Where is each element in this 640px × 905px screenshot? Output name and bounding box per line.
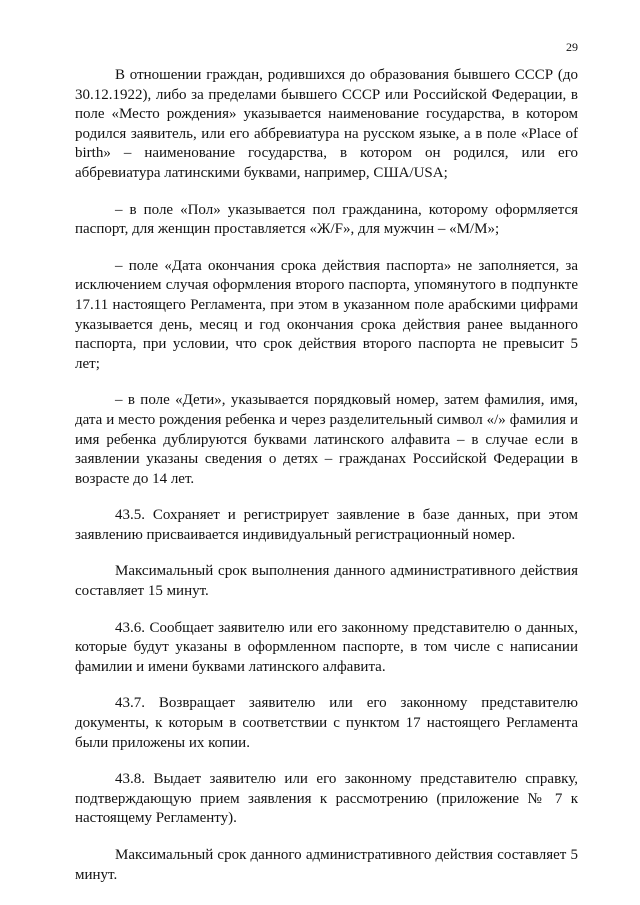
paragraph-place-of-birth: В отношении граждан, родившихся до образования бывшего СССР (до 30.12.1922), либо за пределами бывшего СССР или Российской Федерации, в поле «Место рождения» указывается наименование государства, в котором родился заявитель, или его аббревиатура на русском языке, а в поле «Place of birth» – наименование государства, в котором он родился, или его аббревиатура латинскими буквами, например, США/USA; (75, 67, 578, 181)
paragraph-time-limit-5: Максимальный срок данного административного действия составляет 5 минут. (75, 847, 578, 883)
paragraph-43-6: 43.6. Сообщает заявителю или его законному представителю о данных, которые будут указаны в оформленном паспорте, в том числе с написании фамилии и имени буквами латинского алфавита. (75, 619, 578, 675)
paragraph-children-field: – в поле «Дети», указывается порядковый номер, затем фамилия, имя, дата и место рождения ребенка и через разделительный символ «/» фамилия и имя ребенка дублируются буквами латинского алфавита – в случае если в заявлении указаны сведения о детях – гражданах Российской Федерации в возрасте до 14 лет. (75, 392, 578, 487)
paragraph-expiry-date-field: – поле «Дата окончания срока действия паспорта» не заполняется, за исключением случая оформления второго паспорта, упомянутого в подпункте 17.11 настоящего Регламента, при этом в указанном поле арабскими цифрами указывается день, месяц и год окончания срока действия ранее выданного паспорта, при условии, что срок действия второго паспорта не превысит 5 лет; (75, 257, 578, 372)
paragraph-43-7: 43.7. Возвращает заявителю или его законному представителю документы, к которым в соответствии с пунктом 17 настоящего Регламента были приложены их копии. (75, 695, 578, 751)
paragraph-43-5: 43.5. Сохраняет и регистрирует заявление в базе данных, при этом заявлению присваивается индивидуальный регистрационный номер. (75, 507, 578, 543)
paragraph-time-limit-15: Максимальный срок выполнения данного административного действия составляет 15 минут. (75, 563, 578, 600)
paragraph-43-8: 43.8. Выдает заявителю или его законному представителю справку, подтверждающую прием заявления к рассмотрению (приложение № 7 к настоящему Регламенту). (75, 771, 578, 827)
page-number: 29 (566, 40, 578, 54)
paragraph-sex-field: – в поле «Пол» указывается пол гражданина, которому оформляется паспорт, для женщин проставляется «Ж/F», для мужчин – «М/М»; (75, 201, 578, 238)
document-body (75, 66, 578, 902)
